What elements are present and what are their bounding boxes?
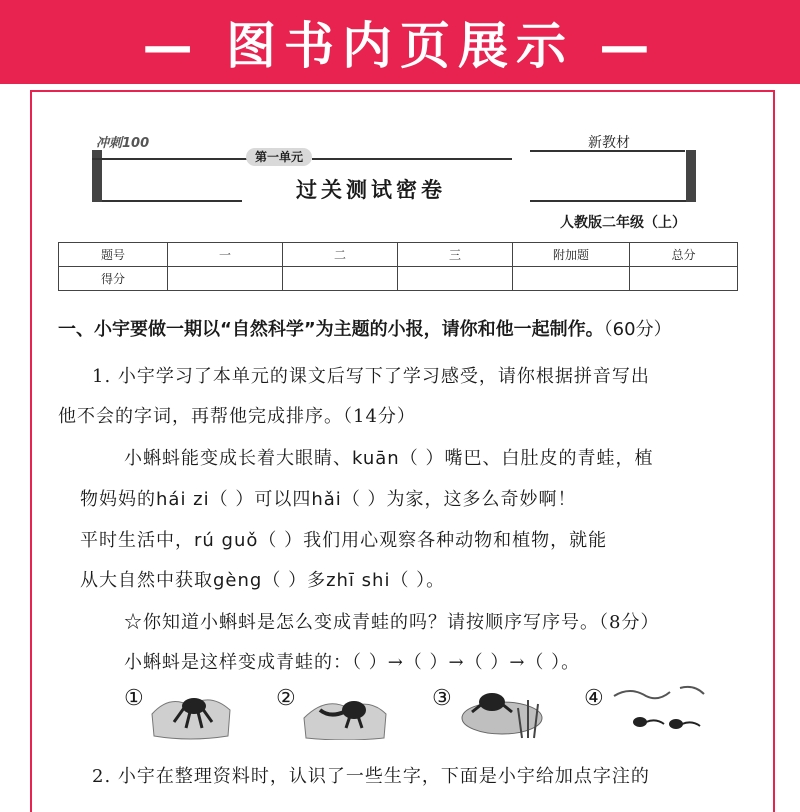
- section1-heading: 一、小宇要做一期以“自然科学”为主题的小报，请你和他一起制作。（60分）: [58, 319, 672, 340]
- section1-points: （60分）: [603, 319, 672, 340]
- edition-label: 人教版二年级（上）: [560, 215, 686, 231]
- pinyin-geng: gèng: [213, 570, 263, 591]
- pinyin-kuan: kuān: [352, 448, 400, 469]
- score-input-cell[interactable]: [283, 267, 398, 291]
- new-textbook-label: 新教材: [588, 135, 630, 151]
- q1-line1: 1. 小宇学习了本单元的课文后写下了学习感受，请你根据拼音写出: [92, 366, 650, 387]
- q2-line1: 2. 小宇在整理资料时，认识了一些生字，下面是小宇给加点字注的: [92, 766, 650, 787]
- brand-logo: 冲刺100: [96, 136, 150, 151]
- picture-label-3: ③: [432, 686, 452, 711]
- score-input-cell[interactable]: [630, 267, 738, 291]
- frog-jumping-picture: [150, 684, 232, 740]
- frog-on-lotus-leaf-picture: [458, 682, 550, 740]
- score-cell: 得分: [59, 267, 168, 291]
- order-answer-line[interactable]: 小蝌蚪是这样变成青蛙的：（ ）→（ ）→（ ）→（ ）。: [124, 652, 581, 673]
- top-banner: [0, 0, 800, 84]
- q1-line2: 他不会的字词，再帮他完成排序。（14分）: [58, 406, 416, 427]
- score-cell: 总分: [630, 243, 738, 267]
- score-cell: 二: [283, 243, 398, 267]
- star-question: ☆你知道小蝌蚪是怎么变成青蛙的吗？请按顺序写序号。（8分）: [124, 612, 660, 633]
- score-table-header-row: [59, 243, 738, 267]
- score-cell: 题号: [59, 243, 168, 267]
- picture-label-2: ②: [276, 686, 296, 711]
- score-table-score-row: [59, 267, 738, 291]
- passage-line3: 平时生活中，rú guǒ（ ）我们用心观察各种动物和植物，就能: [80, 530, 608, 551]
- header-right-bottom-line: [530, 200, 690, 202]
- header-mid-line: [312, 158, 512, 160]
- score-cell: 三: [398, 243, 513, 267]
- score-table: [58, 242, 738, 291]
- picture-label-1: ①: [124, 686, 144, 711]
- pinyin-hai: hǎi: [311, 489, 342, 510]
- header-right-bar: [686, 150, 696, 202]
- score-input-cell[interactable]: [398, 267, 513, 291]
- pinyin-ruguo: rú guǒ: [194, 530, 259, 551]
- passage-line2: 物妈妈的hái zi（ ）可以四hǎi（ ）为家，这多么奇妙啊！: [80, 489, 577, 510]
- header-left-bottom-line: [102, 200, 242, 202]
- header-left-top-line: [92, 158, 247, 160]
- score-cell: 一: [168, 243, 283, 267]
- tadpoles-swimming-picture: [610, 682, 710, 738]
- score-input-cell[interactable]: [168, 267, 283, 291]
- pinyin-haizi: hái zi: [156, 489, 210, 510]
- score-input-cell[interactable]: [513, 267, 630, 291]
- banner-title: — 图书内页展示 —: [142, 17, 658, 75]
- pinyin-zhishi: zhī shi: [326, 570, 391, 591]
- unit-pill: 第一单元: [246, 148, 312, 166]
- passage-line4: 从大自然中获取gèng（ ）多zhī shi（ ）。: [80, 570, 446, 591]
- frog-with-tail-picture: [300, 684, 390, 740]
- picture-label-4: ④: [584, 686, 604, 711]
- score-cell: 附加题: [513, 243, 630, 267]
- page-title: 过关测试密卷: [296, 177, 446, 202]
- passage-line1: 小蝌蚪能变成长着大眼睛、kuān（ ）嘴巴、白肚皮的青蛙，植: [124, 448, 654, 469]
